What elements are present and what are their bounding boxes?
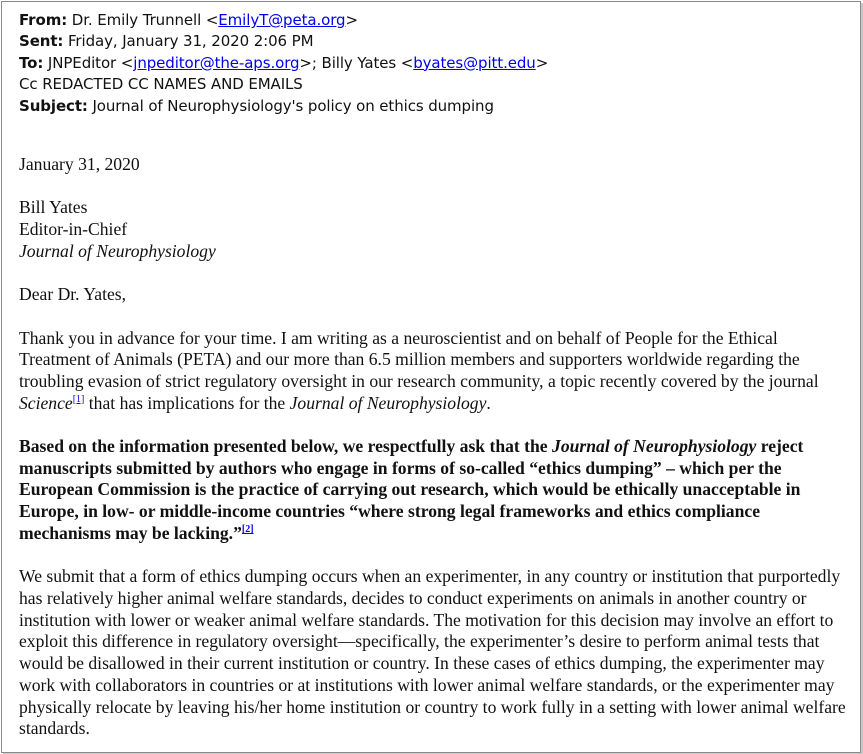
to-email-link-1[interactable]: jnpeditor@the-aps.org	[133, 53, 300, 72]
recipient-title: Editor-in-Chief	[19, 219, 128, 240]
sent-row	[19, 31, 849, 52]
from-row	[19, 10, 849, 31]
footnote-link-2[interactable]: [2]	[241, 524, 254, 536]
recipient-journal-text: Journal of Neurophysiology	[19, 240, 216, 261]
subject-row	[19, 96, 849, 117]
paragraph-1	[19, 328, 849, 415]
paragraph-1-text-c: .	[486, 392, 491, 413]
paragraph-3: We submit that a form of ethics dumping occurs when an experimenter, in any country or institution that purportedly has relatively higher animal welfare standards, decides to conduct experiments on animals in another country or institution with lower or weaker animal welfare standards. The motivation for this decision may involve an effort to exploit this difference in regulatory oversight—specifically, the experimenter’s desire to perform animal tests that would be disallowed in their current institution or country. In these cases of ethics dumping, the experimenter may work with collaborators in countries or at institutions with lower animal welfare standards, or the experimenter may physically relocate by leaving his/her home institution or country to work fully in a setting with lower animal welfare standards.	[19, 566, 846, 739]
to-email-link-2[interactable]: byates@pitt.edu	[413, 53, 536, 72]
cc-label: Cc	[19, 75, 38, 94]
salutation: Dear Dr. Yates,	[19, 284, 127, 305]
paragraph-2-text-b: reject manuscripts submitted by authors who engage in forms of so-called “ethics dumping” – which per the European Commission is the practice of carrying out research, which would be ethically unacceptable in Europe, in low- or middle-income countries “where strong legal frameworks and ethics compliance mechanisms may be lacking.”	[19, 436, 804, 543]
recipient-name: Bill Yates	[19, 197, 88, 218]
paragraph-2-text-a: Based on the information presented below, we respectfully ask that the	[19, 436, 553, 457]
from-email-link[interactable]: EmilyT@peta.org	[218, 11, 346, 29]
footnote-link-1[interactable]: [1]	[72, 393, 85, 405]
recipient-journal	[19, 241, 849, 263]
from-label: From:	[19, 11, 68, 29]
to-label: To:	[19, 53, 44, 72]
to-row	[19, 53, 849, 74]
sent-value: Friday, January 31, 2020 2:06 PM	[68, 32, 314, 51]
paragraph-1-journal-name: Journal of Neurophysiology	[289, 392, 487, 413]
email-header	[19, 10, 849, 117]
subject-label: Subject:	[19, 96, 88, 115]
cc-value: REDACTED CC NAMES AND EMAILS	[42, 75, 303, 94]
cc-row	[19, 74, 849, 95]
subject-value: Journal of Neurophysiology's policy on ethics dumping	[92, 96, 494, 115]
email-document	[1, 1, 861, 753]
paragraph-1-text-a: Thank you in advance for your time. I am writing as a neuroscientist and on behalf of People for the Ethical Treatment of Animals (PETA) and our more than 6.5 million members and supporters worldwide regarding the troubling evasion of strict regulatory oversight in our research community, a topic recently covered by the journal	[19, 327, 819, 391]
to-separator: >; Billy Yates <	[299, 53, 414, 72]
from-name: Dr. Emily Trunnell <	[71, 11, 219, 29]
from-close: >	[345, 11, 358, 29]
sent-label: Sent:	[19, 32, 64, 51]
science-journal-name: Science	[19, 392, 73, 413]
paragraph-2-journal-name: Journal of Neurophysiology	[552, 436, 757, 457]
letter-body	[19, 154, 849, 740]
paragraph-2	[19, 436, 849, 545]
to-name-1: JNPEditor <	[47, 53, 134, 72]
paragraph-1-text-b: that has implications for the	[84, 392, 290, 413]
to-close: >	[535, 53, 549, 72]
letter-date: January 31, 2020	[19, 154, 140, 174]
